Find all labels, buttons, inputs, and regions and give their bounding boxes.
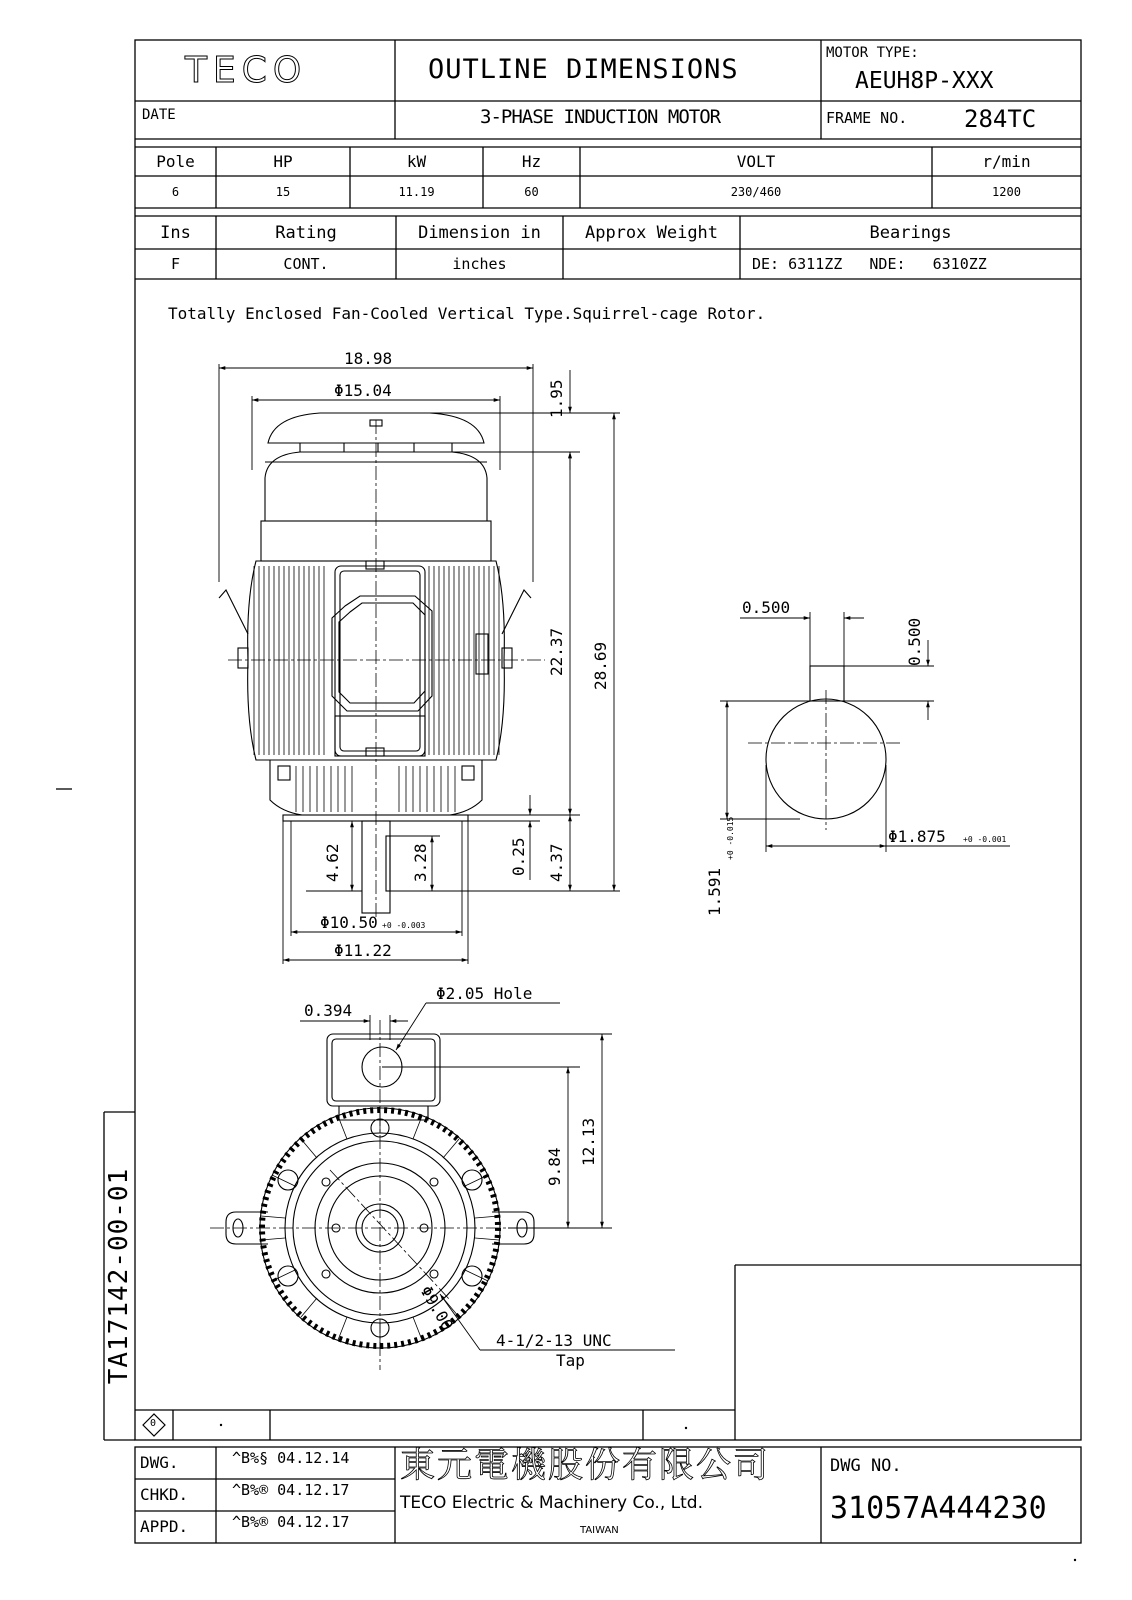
spec2-value-ins: F [170,255,181,273]
spec2-header-ins: Ins [160,222,191,243]
spec-value-volt: 230/460 [730,185,782,199]
dim-overall-height: 28.69 [591,641,610,690]
dim-conduit-hole: Φ2.05 Hole [436,984,533,1003]
dwg-no-label: DWG NO. [830,1456,902,1476]
spec-header-volt: VOLT [736,152,776,171]
dim-flange-dia: Φ11.22 [334,941,392,960]
dim-box-offset: 0.394 [304,1001,353,1020]
drawing-subtitle: 3-PHASE INDUCTION MOTOR [480,106,721,128]
company-name-english: TECO Electric & Machinery Co., Ltd. [400,1493,703,1513]
spec2-header-dimension: Dimension in [418,222,541,243]
drawing-title: OUTLINE DIMENSIONS [428,54,739,85]
dim-keyway-depth: 1.591 [705,867,724,916]
footer-dwg-sig: ^B%§ 04.12.14 [232,1449,350,1467]
teco-logo: TECO [185,50,308,91]
footer-appd-label: APPD. [140,1517,189,1536]
dim-key-width: 0.500 [742,598,791,617]
spec-value-hp: 15 [275,185,291,199]
shaft-section-view [720,612,1010,852]
company-country: TAIWAN [580,1525,619,1536]
dim-overall-width: 18.98 [344,349,393,368]
motor-type-label: MOTOR TYPE: [826,45,919,61]
spec-header-kw: kW [406,152,427,171]
spec-value-kw: 11.19 [398,185,435,199]
dim-shaft-extension: 4.37 [547,843,566,882]
dim-hole-center: 9.84 [545,1147,564,1186]
spec2-header-weight: Approx Weight [584,222,719,243]
dim-shaft-dia: Φ1.875 [888,827,946,846]
footer-dwg-label: DWG. [140,1453,179,1472]
dim-flange-thickness: 0.25 [509,837,528,876]
tap-note: 4-1/2-13 UNC [496,1331,612,1350]
spec-value-rpm: 1200 [992,185,1021,199]
dim-key-length: 3.28 [411,843,430,882]
spec2-value-rating: CONT. [283,255,329,273]
dim-cap-height: 1.95 [547,379,566,418]
spec-header-hp: HP [273,152,293,171]
dim-spigot-dia: Φ10.50 [320,913,378,932]
frame-value: 284TC [964,105,1037,133]
company-name-chinese: 東元電機股份有限公司 [400,1446,771,1486]
dim-keyway-tol: +0 -0.015 [726,816,735,860]
dim-fan-cover-dia: Φ15.04 [334,381,392,400]
dim-spigot-tol: +0 -0.003 [382,921,426,930]
spec2-header-rating: Rating [275,222,337,243]
footer-chkd-sig: ^B%® 04.12.17 [232,1481,350,1499]
dim-key-height: 0.500 [905,617,924,666]
side-drawing-label: TA17142-00-01 [104,1167,134,1385]
spec2-value-dimension: inches [452,255,507,273]
motor-type-value: AEUH8P-XXX [855,68,994,94]
spec-value-pole: 6 [171,185,180,199]
dim-shaft-length: 4.62 [323,843,342,882]
frame-label: FRAME NO. [826,109,908,127]
spec-header-rpm: r/min [982,152,1031,171]
spec2-value-bearings: DE: 6311ZZ NDE: 6310ZZ [752,255,987,273]
spec-header-hz: Hz [521,152,542,171]
footer-appd-sig: ^B%® 04.12.17 [232,1513,350,1531]
spec-header-pole: Pole [156,152,195,171]
revision-mark: 0 [150,1418,157,1429]
dim-bolt-circle: Φ9.00 [416,1282,458,1334]
tap-label: Tap [556,1351,585,1370]
spec2-header-bearings: Bearings [869,222,952,243]
motor-description: Totally Enclosed Fan-Cooled Vertical Type.Squirrel-cage Rotor. [168,304,766,323]
dwg-no-value: 31057A444230 [830,1491,1047,1526]
spec-value-hz: 60 [524,185,539,199]
date-label: DATE [142,107,176,123]
dim-box-height: 12.13 [579,1117,598,1166]
footer-chkd-label: CHKD. [140,1485,189,1504]
dim-shaft-tol: +0 -0.001 [963,835,1007,844]
dim-body-height: 22.37 [547,627,566,676]
